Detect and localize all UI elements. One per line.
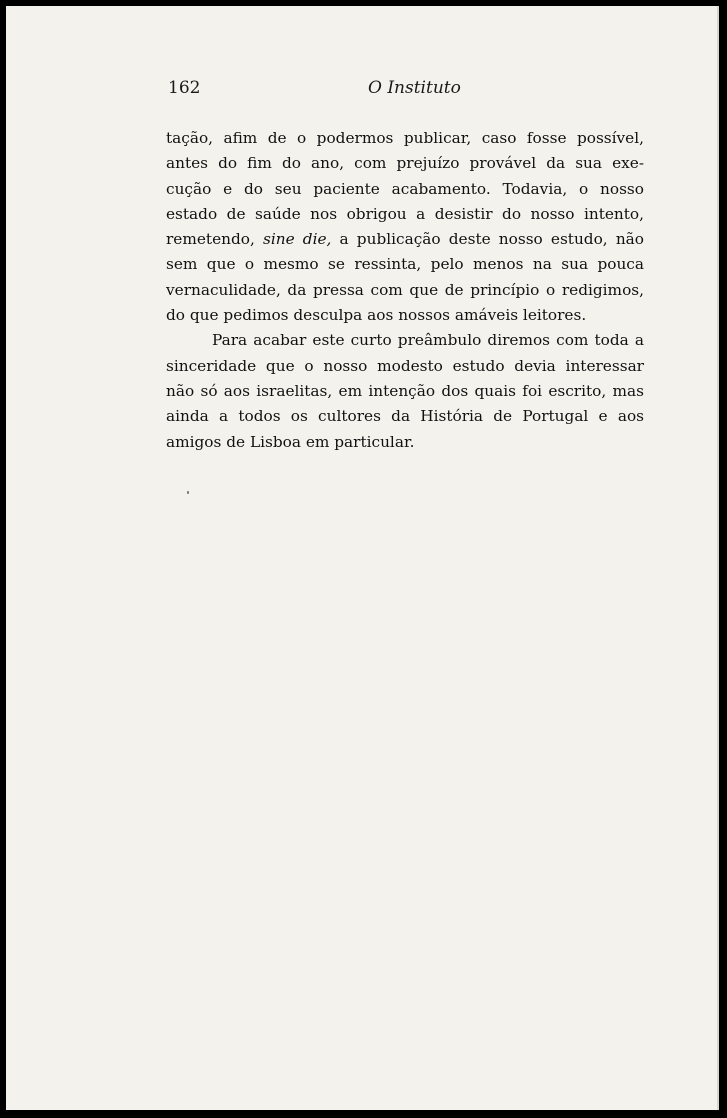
paper-speck [187,491,189,494]
page-number: 162 [168,78,201,98]
paragraph-1 [166,126,644,328]
text-line: estado de saúde nos obrigou a desistir do nosso intento, [166,204,644,223]
text-line: vernaculidade, da pressa com que de princípio o redigimos, [166,280,644,299]
text-line: não só aos israelitas, em intenção dos quais foi escrito, mas [166,381,644,400]
text-line: ainda a todos os cultores da História de Portugal e aos [166,407,644,426]
text-line-with-italic [166,227,644,252]
latin-phrase: sine die, [262,230,332,249]
text-line: antes do fim do ano, com prejuízo provável da sua exe- [166,154,644,173]
running-title: O Instituto [368,78,461,98]
text-line: do que pedimos desculpa aos nossos amáveis leitores. [166,306,587,325]
text-segment: a publicação deste nosso estudo, não [331,230,645,249]
page [6,6,719,1110]
text-line: sinceridade que o nosso modesto estudo devia interessar [166,356,644,375]
text-segment: remetendo, [166,230,263,249]
text-line: cução e do seu paciente acabamento. Todavia, o nosso [166,179,644,198]
paragraph-2 [166,328,644,454]
text-line: sem que o mesmo se ressinta, pelo menos na sua pouca [166,255,644,274]
text-line: tação, afim de o podermos publicar, caso fosse possível, [166,129,644,147]
text-line: amigos de Lisboa em particular. [166,432,415,451]
text-line: Para acabar este curto preâmbulo diremos com toda a [212,331,644,350]
page-header [6,78,717,102]
body-text [166,126,644,455]
